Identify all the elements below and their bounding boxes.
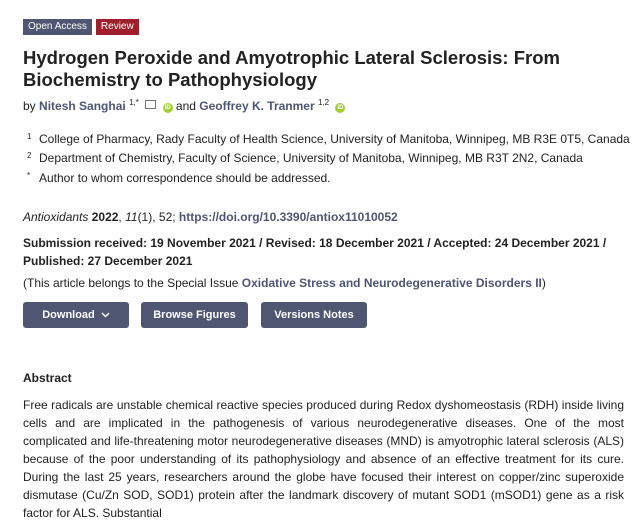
- by-label: by: [23, 99, 36, 113]
- open-access-badge: Open Access: [23, 19, 92, 35]
- affiliation-text: Department of Chemistry, Faculty of Science, University of Manitoba, Winnipeg, MB R3T 2N2, Canada: [39, 151, 583, 165]
- special-issue-note: [23, 276, 546, 290]
- publication-dates: Submission received: 19 November 2021 / Revised: 18 December 2021 / Accepted: 24 December 2021 / Published: 27 December 2021: [23, 236, 607, 268]
- download-button[interactable]: [23, 302, 129, 328]
- author-link-geoffrey-tranmer[interactable]: Geoffrey K. Tranmer: [199, 99, 315, 113]
- download-label: Download: [42, 309, 95, 321]
- affiliation-number: 1: [27, 132, 32, 141]
- special-issue-prefix: (This article belongs to the Special Issue: [23, 276, 242, 290]
- abstract-heading: Abstract: [23, 371, 72, 385]
- and-label: and: [175, 99, 196, 113]
- citation: Antioxidants 2022, 11(1), 52; https://doi.org/10.3390/antiox11010052: [23, 210, 398, 224]
- article-title: Hydrogen Peroxide and Amyotrophic Lateral Sclerosis: From Biochemistry to Pathophysiology: [23, 47, 560, 90]
- doi-link[interactable]: https://doi.org/10.3390/antiox11010052: [178, 210, 398, 224]
- email-icon[interactable]: [145, 100, 156, 109]
- badge-group: [23, 19, 139, 35]
- author1-affiliation-sup: 1,*: [129, 98, 139, 107]
- citation-volume: 11: [125, 210, 138, 224]
- orcid-icon[interactable]: iD: [164, 105, 171, 111]
- special-issue-link[interactable]: Oxidative Stress and Neurodegenerative Disorders II: [241, 276, 542, 290]
- versions-notes-button[interactable]: Versions Notes: [261, 302, 367, 328]
- affiliation-number: *: [27, 171, 31, 180]
- author2-affiliation-sup: 1,2: [317, 98, 330, 107]
- browse-figures-button[interactable]: Browse Figures: [141, 302, 248, 328]
- journal-name: Antioxidants: [23, 210, 89, 224]
- affiliation-number: 2: [27, 151, 32, 160]
- orcid-icon[interactable]: iD: [337, 105, 344, 111]
- special-issue-suffix: ): [541, 276, 546, 290]
- citation-issue: (1), 52;: [137, 210, 179, 224]
- chevron-down-icon: [101, 312, 110, 318]
- citation-year: 2022: [91, 210, 119, 224]
- author-line: [23, 98, 345, 113]
- review-badge: Review: [96, 19, 139, 35]
- correspondence-note: [27, 171, 331, 185]
- abstract-text: Free radicals are unstable chemical reactive species produced during Redox dyshomeostasis (RDH) inside living cells and are implicated in the pathogenesis of various neurodegenerative diseases. One of the most complicated and life-threatening motor neurodegenerative diseases (MND) is amyotrophic lateral sclerosis (ALS) because of the poor understanding of its pathophysiology and absence of an effective treatment for its cure. During the last 25 years, researchers around the globe have focused their interest on copper/zinc superoxide dismutase (Cu/Zn SOD, SOD1) protein after the landmark discovery of mutant SOD1 (mSOD1) gene as a risk factor for ALS. Substantial: [23, 398, 624, 520]
- affiliation-text: Author to whom correspondence should be addressed.: [39, 171, 331, 185]
- affiliation-2: [27, 151, 583, 165]
- author-link-nitesh-sanghai[interactable]: Nitesh Sanghai: [39, 99, 126, 113]
- affiliation-1: [27, 132, 630, 146]
- affiliation-text: College of Pharmacy, Rady Faculty of Health Science, University of Manitoba, Winnipeg, MB R3E 0T5, Canada: [39, 132, 630, 146]
